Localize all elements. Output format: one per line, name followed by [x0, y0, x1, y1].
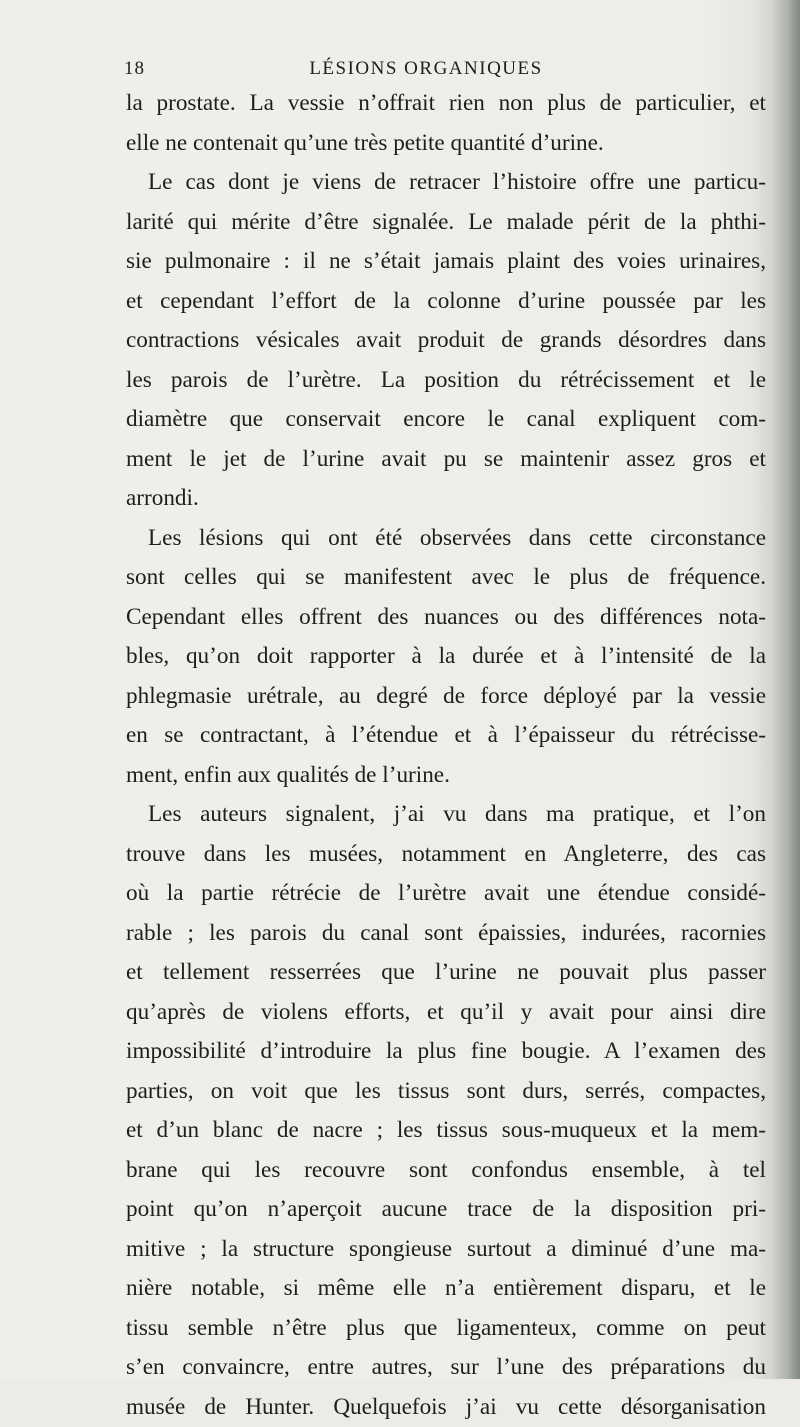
text-line: nière notable, si même elle n’a entièrement disparu, et le: [126, 1269, 766, 1309]
page-number: 18: [124, 58, 145, 80]
text-line: diamètre que conservait encore le canal expliquent com-: [126, 400, 766, 440]
text-line: Les lésions qui ont été observées dans cette circonstance: [126, 519, 766, 559]
text-line: et d’un blanc de nacre ; les tissus sous-muqueux et la mem-: [126, 1111, 766, 1151]
text-line: Le cas dont je viens de retracer l’histoire offre une particu-: [126, 163, 766, 203]
text-line: où la partie rétrécie de l’urètre avait une étendue considé-: [126, 874, 766, 914]
text-line: sont celles qui se manifestent avec le plus de fréquence.: [126, 558, 766, 598]
page-edge-shadow: [772, 0, 800, 1379]
text-line: point qu’on n’aperçoit aucune trace de la disposition pri-: [126, 1190, 766, 1230]
text-line: ment, enfin aux qualités de l’urine.: [126, 756, 766, 796]
text-line: s’en convaincre, entre autres, sur l’une des préparations du: [126, 1348, 766, 1388]
text-line: tissu semble n’être plus que ligamenteux, comme on peut: [126, 1309, 766, 1349]
text-line: brane qui les recouvre sont confondus ensemble, à tel: [126, 1151, 766, 1191]
text-line: sie pulmonaire : il ne s’était jamais plaint des voies urinaires,: [126, 242, 766, 282]
text-line: bles, qu’on doit rapporter à la durée et à l’intensité de la: [126, 637, 766, 677]
text-line: contractions vésicales avait produit de grands désordres dans: [126, 321, 766, 361]
running-title: LÉSIONS ORGANIQUES: [124, 58, 728, 80]
text-line: Les auteurs signalent, j’ai vu dans ma pratique, et l’on: [126, 795, 766, 835]
text-line: trouve dans les musées, notamment en Angleterre, des cas: [126, 835, 766, 875]
text-line: ment le jet de l’urine avait pu se maintenir assez gros et: [126, 440, 766, 480]
text-line: mitive ; la structure spongieuse surtout a diminué d’une ma-: [126, 1230, 766, 1270]
text-line: impossibilité d’introduire la plus fine bougie. A l’examen des: [126, 1032, 766, 1072]
text-line: en se contractant, à l’étendue et à l’épaisseur du rétrécisse-: [126, 716, 766, 756]
text-line: Cependant elles offrent des nuances ou des différences nota-: [126, 598, 766, 638]
text-line: parties, on voit que les tissus sont durs, serrés, compactes,: [126, 1072, 766, 1112]
text-line: arrondi.: [126, 479, 766, 519]
text-line: elle ne contenait qu’une très petite quantité d’urine.: [126, 124, 766, 164]
text-line: les parois de l’urètre. La position du rétrécissement et le: [126, 361, 766, 401]
text-line: phlegmasie urétrale, au degré de force déployé par la vessie: [126, 677, 766, 717]
text-line: rable ; les parois du canal sont épaissies, indurées, racornies: [126, 914, 766, 954]
body-text: [126, 84, 766, 1427]
text-line: larité qui mérite d’être signalée. Le malade périt de la phthi-: [126, 203, 766, 243]
text-line: et cependant l’effort de la colonne d’urine poussée par les: [126, 282, 766, 322]
text-line: musée de Hunter. Quelquefois j’ai vu cette désorganisation: [126, 1388, 766, 1427]
text-line: et tellement resserrées que l’urine ne pouvait plus passer: [126, 953, 766, 993]
text-line: la prostate. La vessie n’offrait rien non plus de particulier, et: [126, 84, 766, 124]
text-line: qu’après de violens efforts, et qu’il y avait pour ainsi dire: [126, 993, 766, 1033]
page-header: [124, 58, 728, 84]
